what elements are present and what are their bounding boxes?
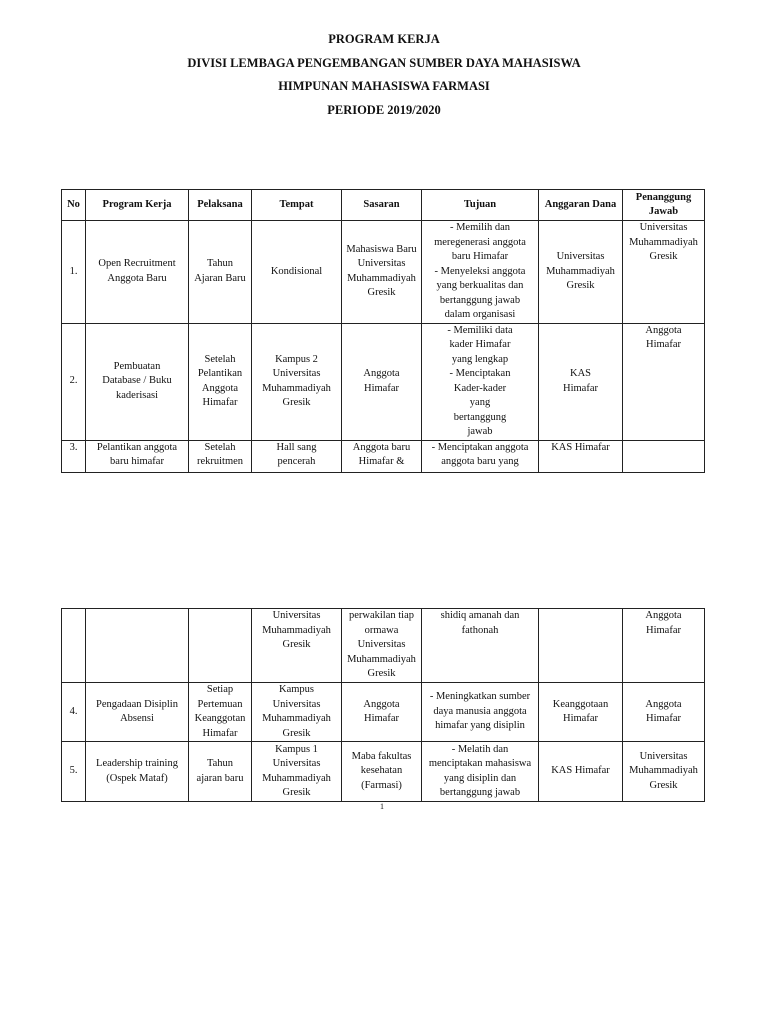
cell-text-line: meregenerasi anggota [434,236,526,248]
cell-pelaksana [189,609,252,683]
title-line-1: PROGRAM KERJA [328,32,440,46]
cell-text-line: yang [469,397,491,408]
cell-anggaran [539,323,623,440]
cell-text-line: Pembuatan [113,360,161,372]
cell-text-line: Anggota [363,368,400,379]
cell-text-line: menciptakan mahasiswa [428,758,532,769]
cell-pelaksana [189,440,252,472]
cell-text-line: Himafar [646,339,681,350]
cell-text-line: Himafar [202,397,238,408]
cell-text-line: bertanggung jawab [439,294,521,306]
cell-text-line: KAS [569,368,591,379]
cell-text-line: Gresik [649,251,678,262]
table-row [62,440,705,472]
cell-text-line: Setiap [206,684,234,695]
header-cell: Program Kerja [86,190,189,221]
cell-text-line: Himafar [364,713,399,724]
header-cell: Tempat [252,190,342,221]
table-row [62,683,705,742]
cell-text-line: - Menyeleksi anggota [434,265,526,277]
cell-text-line: fathonah [461,624,499,636]
cell-text-line: Anggota [645,324,682,336]
cell-text-line: Gresik [282,397,311,408]
cell-text-line: Anggota Baru [107,272,167,284]
header-cell: Anggaran Dana [539,190,623,221]
cell-text-line: dalam organisasi [444,309,516,320]
cell-text-line: rekruitmen [196,456,244,467]
cell-sasaran [342,323,422,440]
table-row [62,323,705,440]
cell-text-line: Open Recruitment [98,258,176,270]
cell-text-line: Gresik [649,779,678,791]
cell-text-line: kesehatan [360,765,403,777]
cell-text-line: Setelah [204,441,236,453]
cell-penanggung [623,609,705,683]
cell-text-line: Himafar [563,713,598,724]
cell-text-line: kaderisasi [116,389,158,401]
cell-text-line: Himafar & [358,456,405,467]
table-header-row [62,190,705,221]
cell-pelaksana [189,221,252,324]
cell-text-line: kader Himafar [449,339,511,350]
cell-text-line: (Ospek Mataf) [106,772,168,784]
cell-penanggung [623,742,705,802]
cell-text-line: Universitas [272,610,321,621]
cell-sasaran [342,221,422,324]
cell-program [86,221,189,324]
cell-tempat [252,221,342,324]
cell-text-line: baru Himafar [451,251,509,262]
cell-anggaran [539,221,623,324]
cell-sasaran [342,609,422,683]
cell-text-line: Tahun [206,758,234,769]
table-row [62,742,705,802]
cell-pelaksana [189,683,252,742]
cell-text-line: Universitas [357,639,406,650]
cell-text-line: Anggota [645,698,682,710]
cell-text-line: Muhammadiyah [262,772,331,784]
cell-text-line: Himafar [202,727,238,739]
header-cell: Penanggung Jawab [623,190,705,221]
cell-no: 4. [62,683,86,742]
cell-text-line: Anggota [363,698,400,710]
cell-program [86,742,189,802]
table-row [62,221,705,324]
cell-anggaran [539,683,623,742]
cell-program [86,440,189,472]
cell-text-line: - Meningkatkan sumber [429,691,531,703]
cell-tempat [252,323,342,440]
cell-tujuan [422,440,539,472]
page-number: 1 [380,802,384,811]
cell-text-line: Gresik [367,668,396,679]
cell-text-line: pencerah [277,456,316,467]
cell-text-line: Pelantikan [197,368,243,379]
cell-tempat [252,742,342,802]
cell-text-line: Absensi [120,713,154,724]
cell-text-line: Muhammadiyah [262,382,331,394]
cell-text-line: Anggota [645,610,682,621]
cell-penanggung [623,683,705,742]
cell-text-line: Keanggotaan [552,698,609,710]
cell-text-line: - Menciptakan anggota [431,441,529,453]
cell-anggaran [539,742,623,802]
cell-text-line: shidiq amanah dan [440,610,520,621]
cell-penanggung [623,221,705,324]
cell-tujuan [422,609,539,683]
cell-text-line: - Menciptakan [449,368,511,379]
cell-tempat [252,440,342,472]
header-cell: No [62,190,86,221]
cell-text-line: Universitas [639,222,688,233]
program-table [61,189,705,473]
cell-sasaran [342,683,422,742]
cell-program [86,609,189,683]
cell-text-line: Gresik [566,280,595,291]
cell-sasaran [342,742,422,802]
cell-text-line: Universitas [272,758,321,769]
cell-text-line: Himafar [646,713,681,724]
cell-text-line: Gresik [282,639,311,650]
cell-text-line: ajaran baru [196,772,244,784]
document-header [0,28,768,122]
cell-text-line: Leadership training [96,758,178,769]
header-cell: Tujuan [422,190,539,221]
title-line-2: DIVISI LEMBAGA PENGEMBANGAN SUMBER DAYA MAHASISWA [187,55,581,70]
cell-anggaran [539,440,623,472]
cell-sasaran [342,440,422,472]
cell-text-line: KAS Himafar [551,441,610,453]
cell-penanggung [623,440,705,472]
cell-no: 3. [62,440,86,472]
cell-text-line: Pengadaan Disiplin [96,698,178,710]
cell-text-line: himafar yang disiplin [435,720,525,732]
cell-text-line: bertanggung jawab [439,787,521,798]
cell-text-line: Keanggotan [194,713,246,724]
cell-text-line: yang lengkap [451,353,509,365]
header-cell: Pelaksana [189,190,252,221]
cell-text-line: Muhammadiyah [546,265,615,277]
cell-text-line: Mahasiswa Baru [346,243,417,255]
table-row [62,609,705,683]
cell-text-line: Muhammadiyah [347,272,416,284]
cell-text-line: Hall sang [276,441,317,453]
cell-pelaksana [189,323,252,440]
cell-penanggung [623,323,705,440]
cell-text-line: Kampus 1 [275,743,318,755]
cell-tujuan [422,742,539,802]
cell-tujuan [422,221,539,324]
cell-text-line: Universitas [272,698,321,710]
cell-text-line: Muhammadiyah [629,236,698,248]
cell-text-line: Universitas [639,750,688,762]
cell-text-line: Universitas [272,368,321,379]
cell-text-line: Kampus 2 [275,353,318,365]
cell-text-line: baru himafar [110,456,164,467]
cell-text-line: bertanggung [453,411,507,423]
cell-text-line: (Farmasi) [361,779,402,791]
title-line-3: HIMPUNAN MAHASISWA FARMASI [278,79,490,93]
program-table-continued [61,608,705,802]
cell-text-line: Himafar [563,382,598,394]
cell-program [86,683,189,742]
cell-text-line: Pelantikan anggota [96,441,178,453]
cell-text-line: yang berkualitas dan [436,280,524,291]
cell-text-line: ormawa [364,624,399,636]
cell-text-line: Muhammadiyah [347,653,416,665]
cell-text-line: Muhammadiyah [262,713,331,724]
cell-text-line: - Memiliki data [447,324,513,336]
cell-no: 2. [62,323,86,440]
cell-text-line: perwakilan tiap [348,610,414,621]
cell-text-line: Himafar [646,624,681,636]
cell-no: 5. [62,742,86,802]
cell-text-line: Ajaran Baru [194,272,246,284]
cell-text-line: Muhammadiyah [629,765,698,777]
cell-text-line: - Melatih dan [451,743,509,755]
cell-text-line: Setelah [204,353,236,365]
cell-text-line: anggota baru yang [441,456,519,467]
cell-tempat [252,609,342,683]
cell-tempat [252,683,342,742]
cell-text-line: Anggota [201,382,239,394]
cell-text-line: jawab [467,426,493,437]
cell-program [86,323,189,440]
cell-text-line: KAS Himafar [551,765,610,777]
cell-text-line: Gresik [282,727,311,739]
cell-text-line: yang disiplin dan [443,772,517,784]
cell-no: 1. [62,221,86,324]
cell-text-line: Maba fakultas [351,750,412,762]
cell-text-line: Kampus [279,684,314,695]
cell-text-line: Kondisional [270,265,323,277]
cell-text-line: Universitas [357,258,406,270]
title-line-4: PERIODE 2019/2020 [327,102,441,117]
cell-text-line: daya manusia anggota [433,705,527,717]
cell-anggaran [539,609,623,683]
cell-text-line: Gresik [367,287,396,299]
cell-text-line: Universitas [556,251,605,262]
cell-text-line: Himafar [364,382,399,394]
cell-text-line: Anggota baru [352,441,411,453]
cell-text-line: Database / Buku [102,375,172,387]
cell-text-line: - Memilih dan [449,222,511,233]
cell-text-line: Gresik [282,787,311,798]
cell-no [62,609,86,683]
cell-text-line: Pertemuan [197,698,243,710]
cell-pelaksana [189,742,252,802]
header-cell: Sasaran [342,190,422,221]
cell-text-line: Tahun [206,258,234,270]
cell-text-line: Kader-kader [453,382,507,394]
cell-text-line: Muhammadiyah [262,624,331,636]
cell-tujuan [422,323,539,440]
cell-tujuan [422,683,539,742]
